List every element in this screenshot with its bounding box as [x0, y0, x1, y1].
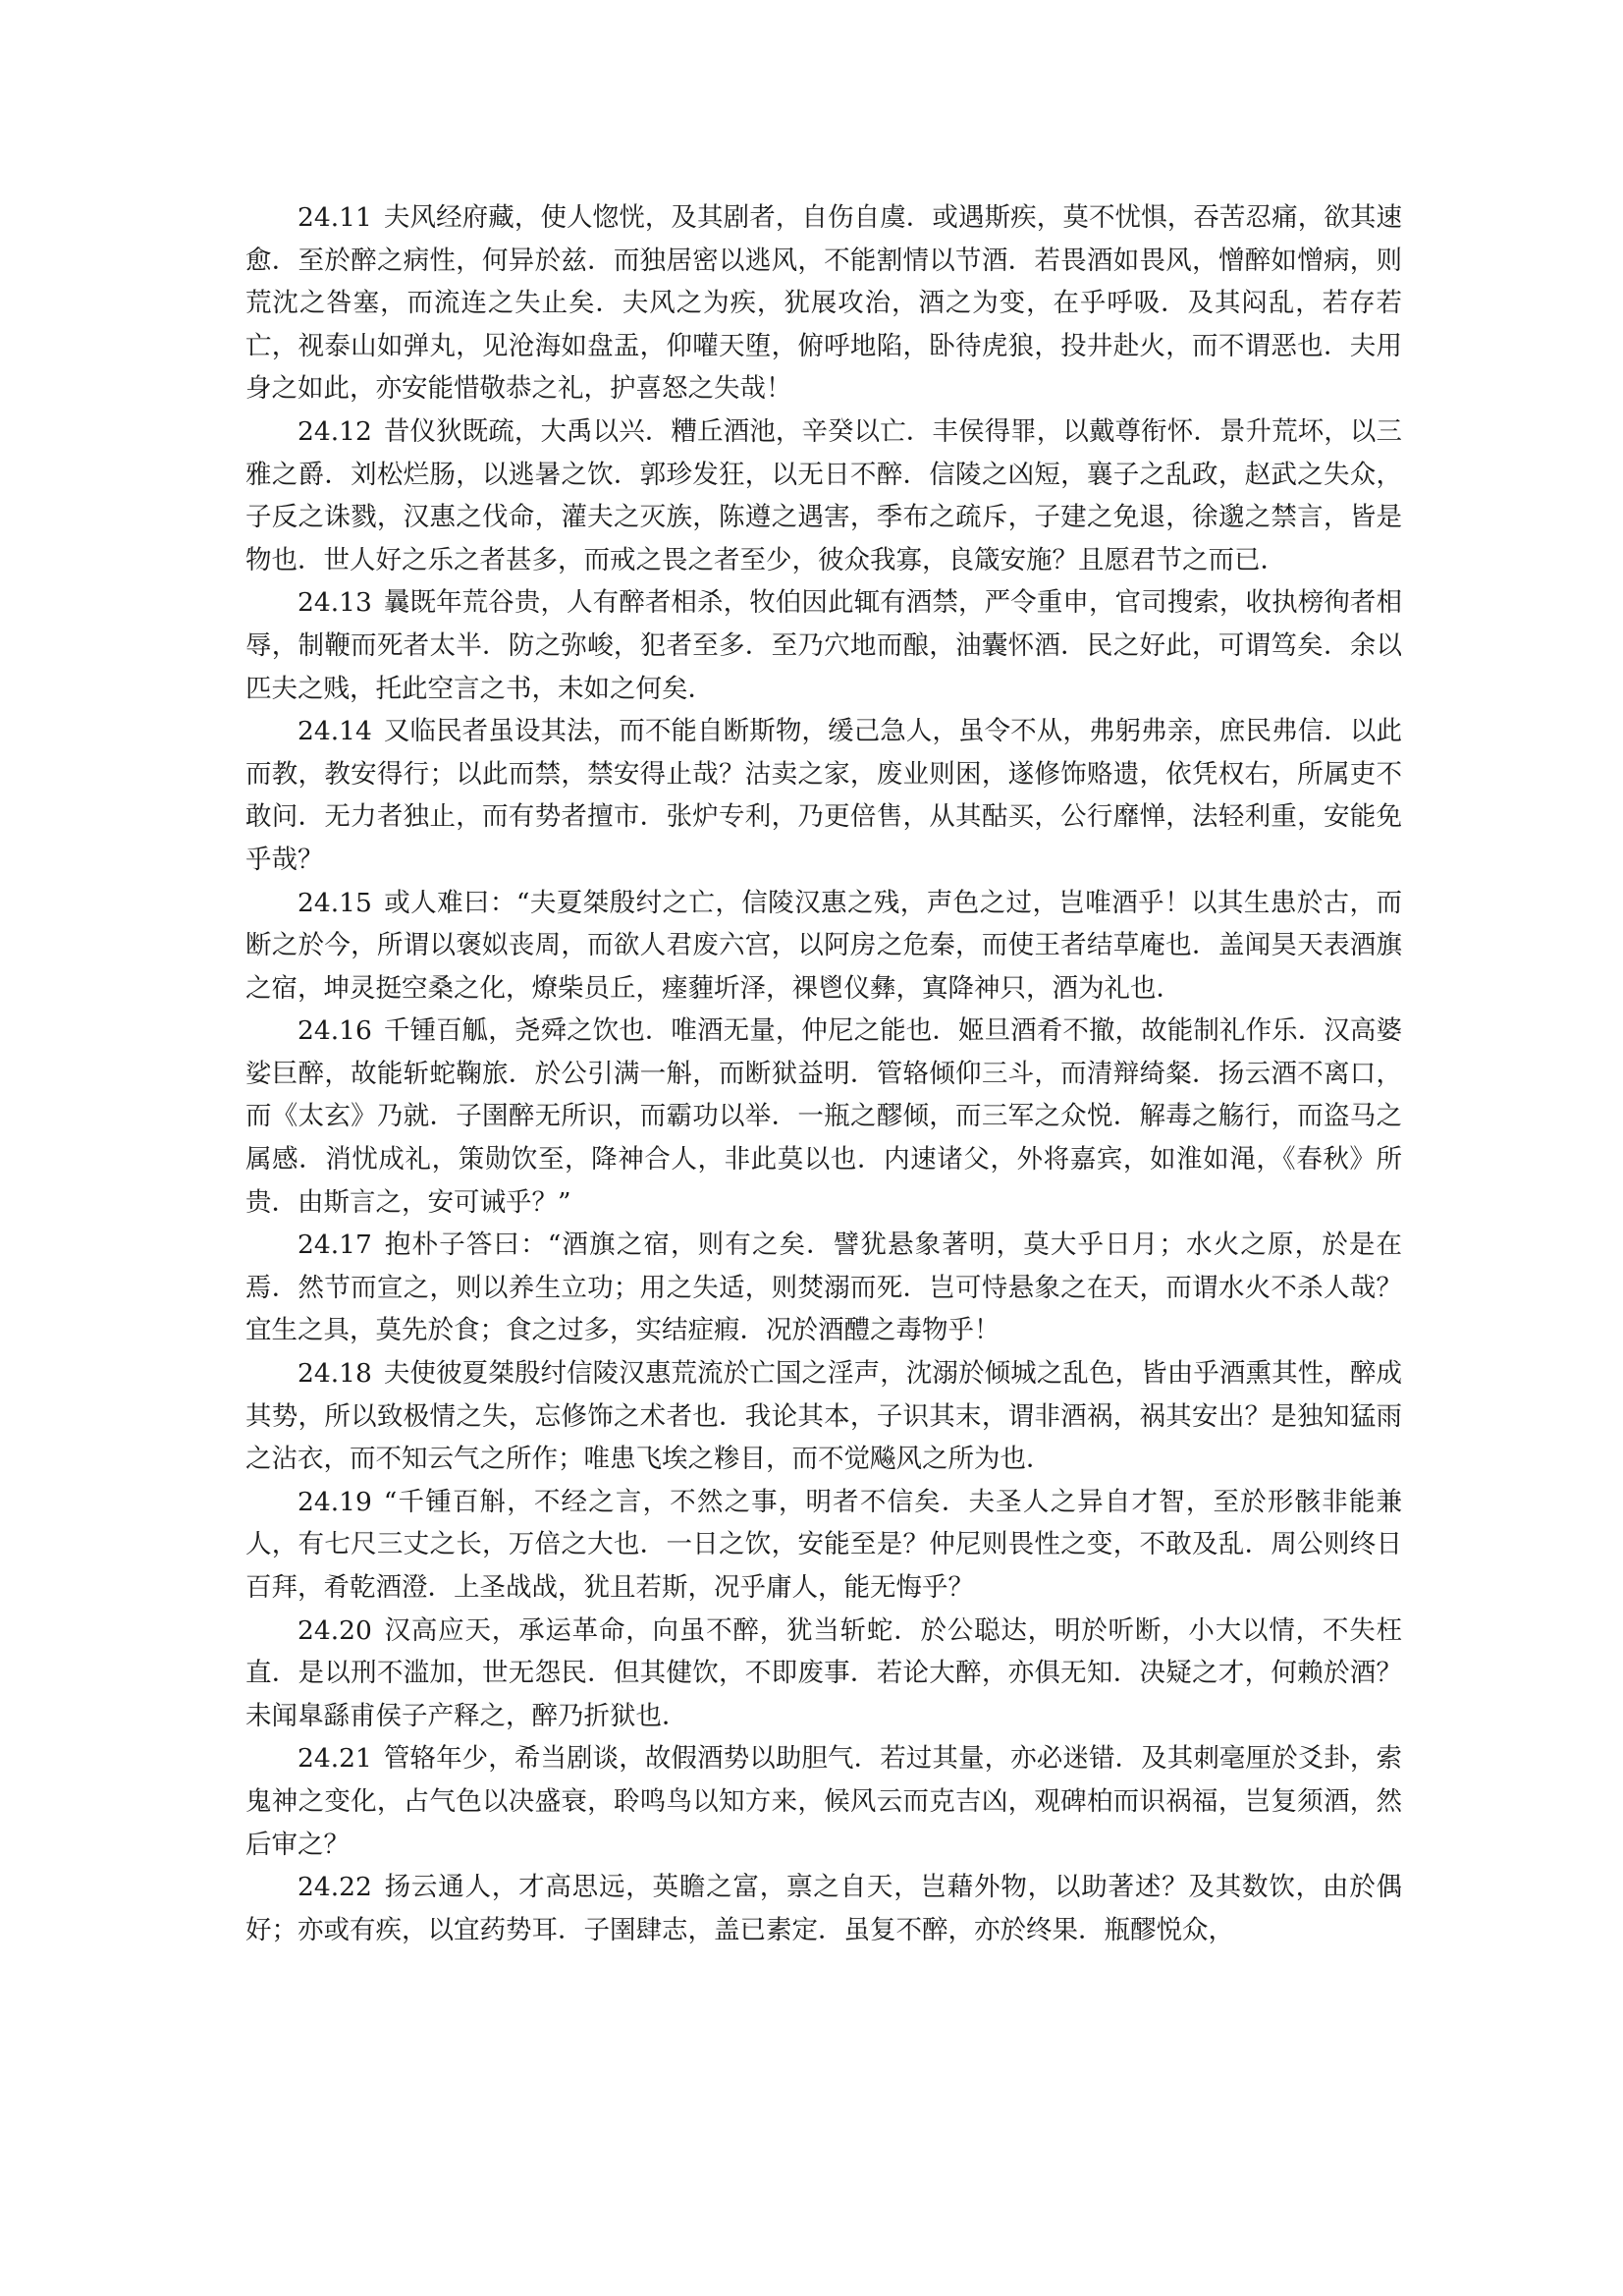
paragraph-24-15 [245, 882, 1402, 1011]
paragraph-text: 夫使彼夏桀殷纣信陵汉惠荒流於亡国之淫声，沈溺於倾城之乱色，皆由乎酒熏其性，醉成其势，所以致极情之失，忘修饰之术者也．我论其本，子识其末，谓非酒祸，祸其安出？是独知猛雨之沾衣，而不知云气之所作；唯患飞埃之糁目，而不觉飚风之所为也． [245, 1358, 1402, 1475]
paragraph-24-17 [245, 1224, 1402, 1352]
paragraph-text: 抱朴子答曰：“酒旗之宿，则有之矣．譬犹悬象著明，莫大乎日月；水火之原，於是在焉．然节而宣之，则以养生立功；用之失适，则焚溺而死．岂可恃悬象之在天，而谓水火不杀人哉？宜生之具，莫先於食；食之过多，实结症瘕．况於酒醴之毒物乎！ [245, 1230, 1402, 1346]
paragraph-24-12 [245, 410, 1402, 581]
paragraph-24-19 [245, 1481, 1402, 1610]
paragraph-number: 24.20 [298, 1614, 372, 1646]
paragraph-number: 24.21 [298, 1743, 372, 1775]
paragraph-24-20 [245, 1610, 1402, 1738]
paragraph-number: 24.15 [298, 887, 372, 918]
paragraph-text: 又临民者虽设其法，而不能自断斯物，缓己急人，虽令不从，弗躬弗亲，庶民弗信．以此而教，教安得行；以此而禁，禁安得止哉？沽卖之家，废业则困，遂修饰赂遗，依凭权右，所属吏不敢问．无力者独止，而有势者擅市．张炉专利，乃更倍售，从其酤买，公行靡惮，法轻利重，安能免乎哉？ [245, 716, 1402, 875]
paragraph-text: 或人难曰：“夫夏桀殷纣之亡，信陵汉惠之残，声色之过，岂唯酒乎！以其生患於古，而断之於今，所谓以褒姒丧周，而欲人君废六宫，以阿房之危秦，而使王者结草庵也．盖闻昊天表酒旗之宿，坤灵挺空桑之化，燎柴员丘，瘗薶圻泽，祼鬯仪彝，寘降神只，酒为礼也． [245, 887, 1402, 1004]
paragraph-number: 24.19 [298, 1486, 372, 1517]
paragraph-text: 昔仪狄既疏，大禹以兴．糟丘酒池，辛癸以亡．丰侯得罪，以戴尊衔怀．景升荒坏，以三雅之爵．刘松烂肠，以逃暑之饮．郭珍发狂，以无日不醉．信陵之凶短，襄子之乱政，赵武之失众，子反之诛戮，汉惠之伐命，灌夫之灭族，陈遵之遇害，季布之疏斥，子建之免退，徐邈之禁言，皆是物也．世人好之乐之者甚多，而戒之畏之者至少，彼众我寡，良箴安施？且愿君节之而已． [245, 415, 1402, 575]
paragraph-number: 24.16 [298, 1015, 372, 1047]
paragraph-text: 曩既年荒谷贵，人有醉者相杀，牧伯因此辄有酒禁，严令重申，官司搜索，收执榜徇者相辱，制鞭而死者太半．防之弥峻，犯者至多．至乃穴地而酿，油囊怀酒．民之好此，可谓笃矣．余以匹夫之贱，托此空言之书，未如之何矣． [245, 587, 1402, 704]
paragraph-number: 24.22 [298, 1872, 372, 1903]
paragraph-number: 24.14 [298, 716, 372, 747]
paragraph-text: 管辂年少，希当剧谈，故假酒势以助胆气．若过其量，亦必迷错．及其刺毫厘於爻卦，索鬼神之变化，占气色以决盛衰，聆鸣鸟以知方来，候风云而克吉凶，观碑柏而识祸福，岂复须酒，然后审之？ [245, 1743, 1402, 1860]
paragraph-text: “千锺百斛，不经之言，不然之事，明者不信矣．夫圣人之异自才智，至於形骸非能兼人，有七尺三丈之长，万倍之大也．一日之饮，安能至是？仲尼则畏性之变，不敢及乱．周公则终日百拜，肴乾酒澄．上圣战战，犹且若斯，况乎庸人，能无悔乎？ [245, 1486, 1402, 1603]
paragraph-number: 24.13 [298, 587, 372, 619]
paragraph-number: 24.17 [298, 1230, 372, 1261]
paragraph-24-21 [245, 1737, 1402, 1866]
document-body [245, 196, 1402, 1951]
paragraph-24-16 [245, 1010, 1402, 1224]
paragraph-24-14 [245, 710, 1402, 881]
paragraph-24-18 [245, 1352, 1402, 1481]
paragraph-text: 千锺百觚，尧舜之饮也．唯酒无量，仲尼之能也．姬旦酒肴不撤，故能制礼作乐．汉高婆娑巨醉，故能斩蛇鞠旅．於公引满一斛，而断狱益明．管辂倾仰三斗，而清辩绮粲．扬云酒不离口，而《太玄》乃就．子圉醉无所识，而霸功以举．一瓶之醪倾，而三军之众悦．解毒之觞行，而盗马之属感．消忧成礼，策勋饮至，降神合人，非此莫以也．内速诸父，外将嘉宾，如淮如渑，《春秋》所贵．由斯言之，安可诫乎？” [245, 1015, 1402, 1218]
paragraph-24-13 [245, 581, 1402, 710]
paragraph-number: 24.12 [298, 415, 372, 447]
paragraph-text: 夫风经府藏，使人惚恍，及其剧者，自伤自虞．或遇斯疾，莫不忧惧，吞苦忍痛，欲其速愈．至於醉之病性，何异於兹．而独居密以逃风，不能割情以节酒．若畏酒如畏风，憎醉如憎病，则荒沈之咎塞，而流连之失止矣．夫风之为疾，犹展攻治，酒之为变，在乎呼吸．及其闷乱，若存若亡，视泰山如弹丸，见沧海如盘盂，仰嚾天堕，俯呼地陷，卧待虎狼，投井赴火，而不谓恶也．夫用身之如此，亦安能惜敬恭之礼，护喜怒之失哉！ [245, 202, 1402, 405]
paragraph-number: 24.11 [298, 202, 372, 233]
paragraph-24-11 [245, 196, 1402, 410]
paragraph-number: 24.18 [298, 1358, 372, 1390]
paragraph-24-22 [245, 1866, 1402, 1951]
paragraph-text: 扬云通人，才高思远，英瞻之富，禀之自天，岂藉外物，以助著述？及其数饮，由於偶好；亦或有疾，以宜药势耳．子圉肆志，盖已素定．虽复不醉，亦於终果．瓶醪悦众， [245, 1872, 1402, 1945]
paragraph-text: 汉高应天，承运革命，向虽不醉，犹当斩蛇．於公聪达，明於听断，小大以情，不失枉直．是以刑不滥加，世无怨民．但其健饮，不即废事．若论大醉，亦俱无知．决疑之才，何赖於酒？未闻臯繇甫侯子产释之，醉乃折狱也． [245, 1614, 1402, 1731]
